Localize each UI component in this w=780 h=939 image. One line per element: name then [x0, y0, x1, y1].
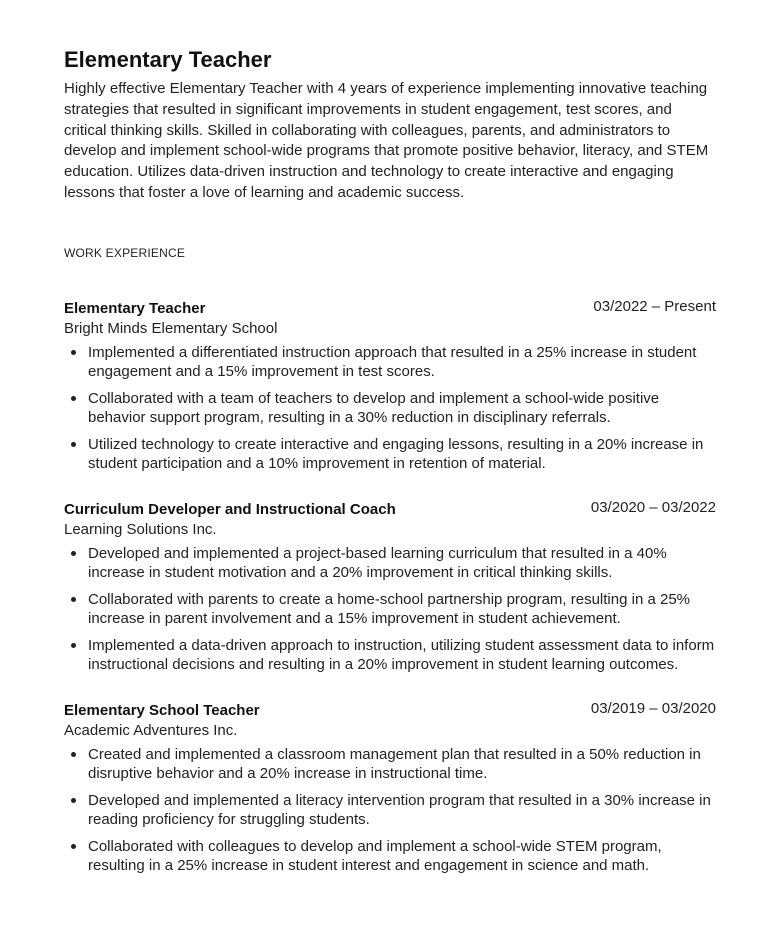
company-name: Bright Minds Elementary School — [64, 319, 278, 337]
job-dates: 03/2022 – Present — [593, 297, 716, 315]
company-name: Learning Solutions Inc. — [64, 520, 217, 538]
bullet-icon — [71, 798, 76, 803]
job-header — [64, 699, 716, 719]
achievement-item — [88, 791, 716, 829]
achievement-item — [88, 590, 716, 628]
achievement-text: Collaborated with a team of teachers to develop and implement a school-wide positive behavior support program, resulting in a 30% reduction in disciplinary referrals. — [88, 389, 660, 426]
job-dates: 03/2020 – 03/2022 — [590, 498, 716, 516]
job-header — [64, 297, 716, 317]
achievement-text: Implemented a data-driven approach to instruction, utilizing student assessment data to inform instructional decisions and resulting in a 20% improvement in student learning outcomes. — [88, 636, 715, 673]
achievement-text: Created and implemented a classroom management plan that resulted in a 50% reduction in disruptive behavior and a 20% increase in instructional time. — [88, 745, 701, 782]
achievement-item — [88, 636, 716, 674]
job-entry — [64, 498, 716, 674]
job-entry — [64, 297, 716, 473]
bullet-icon — [71, 844, 76, 849]
achievement-list — [64, 544, 716, 674]
company-name: Academic Adventures Inc. — [64, 721, 238, 739]
work-experience-heading: WORK EXPERIENCE — [64, 245, 186, 260]
bullet-icon — [71, 551, 76, 556]
bullet-icon — [71, 396, 76, 401]
job-entry — [64, 699, 716, 875]
job-title: Elementary School Teacher — [64, 701, 260, 719]
job-dates: 03/2019 – 03/2020 — [590, 699, 716, 717]
job-title: Curriculum Developer and Instructional Coach — [64, 500, 396, 518]
bullet-icon — [71, 643, 76, 648]
bullet-icon — [71, 350, 76, 355]
achievement-item — [88, 343, 716, 381]
bullet-icon — [71, 752, 76, 757]
job-header — [64, 498, 716, 518]
bullet-icon — [71, 442, 76, 447]
achievement-item — [88, 837, 716, 875]
achievement-text: Implemented a differentiated instruction approach that resulted in a 25% increase in student engagement and a 15% improvement in test scores. — [88, 343, 697, 380]
professional-summary: Highly effective Elementary Teacher with 4 years of experience implementing innovative teaching strategies that resulted in significant improvements in student engagement, test scores, and critical thinking skills. Skilled in collaborating with colleagues, parents, and administrators to develop and implement school-wide programs that promote positive behavior, literacy, and STEM education. Utilizes data-driven instruction and technology to create interactive and engaging lessons that foster a love of learning and academic success. — [64, 80, 709, 201]
achievement-list — [64, 343, 716, 473]
achievement-text: Developed and implemented a literacy intervention program that resulted in a 30% increase in reading proficiency for struggling students. — [88, 791, 711, 828]
achievement-item — [88, 389, 716, 427]
achievement-text: Utilized technology to create interactive and engaging lessons, resulting in a 20% increase in student participation and a 10% improvement in retention of material. — [88, 435, 704, 472]
achievement-text: Collaborated with colleagues to develop and implement a school-wide STEM program, resulting in a 25% increase in student interest and engagement in science and math. — [88, 837, 662, 874]
achievement-item — [88, 435, 716, 473]
achievement-text: Developed and implemented a project-based learning curriculum that resulted in a 40% increase in student motivation and a 20% improvement in critical thinking skills. — [88, 544, 667, 581]
achievement-item — [88, 544, 716, 582]
achievement-list — [64, 745, 716, 875]
job-title: Elementary Teacher — [64, 299, 206, 317]
achievement-item — [88, 745, 716, 783]
achievement-text: Collaborated with parents to create a home-school partnership program, resulting in a 25% increase in parent involvement and a 15% improvement in student achievement. — [88, 590, 690, 627]
bullet-icon — [71, 597, 76, 602]
resume-page — [64, 44, 716, 883]
resume-title: Elementary Teacher — [64, 47, 272, 72]
